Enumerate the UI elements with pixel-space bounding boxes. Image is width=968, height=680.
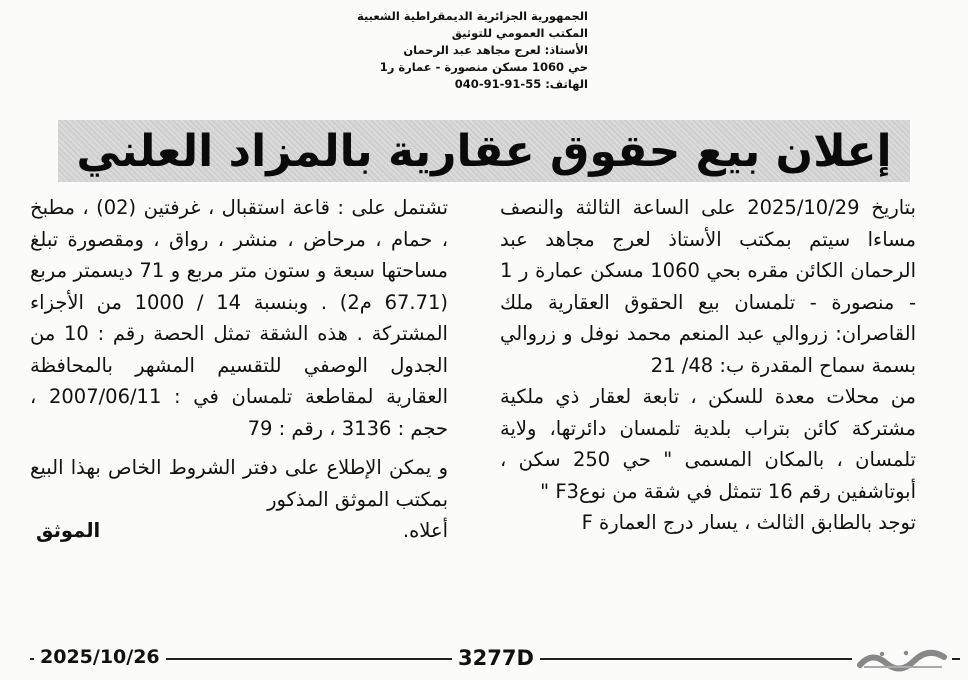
- closing-text: أعلاه.: [402, 519, 448, 542]
- right-text-column: [500, 192, 916, 539]
- right-paragraph-property-location: من محلات معدة للسكن ، تابعة لعقار ذي ملكية مشتركة كائن بتراب بلدية تلمسان دائرتها، ولاية تلمسان ، بالمكان المسمى " حي 250 سكن ، أبوتاشفين رقم 16 تتمثل في شقة من نوعF3 ": [500, 385, 916, 503]
- header-republic-line: الجمهورية الجزائرية الديمقراطية الشعبية: [356, 9, 588, 23]
- newspaper-logo: [852, 645, 952, 673]
- right-paragraph-floor: توجد بالطابق الثالث ، يسار درج العمارة F: [581, 511, 916, 534]
- footer-date: 2025/10/26: [34, 646, 166, 668]
- header-notary-name: الأستاذ: لعرج مجاهد عبد الرحمان: [403, 43, 588, 57]
- announcement-title: إعلان بيع حقوق عقارية بالمزاد العلني: [76, 126, 892, 177]
- header-address: حي 1060 مسكن منصورة - عمارة ر1: [379, 60, 588, 74]
- header-phone: الهاتف: 55-91-91-040: [454, 77, 588, 91]
- right-paragraph-auction-date: بتاريخ 2025/10/29 على الساعة الثالثة والنصف مساءا سيتم بمكتب الأستاذ لعرج مجاهد عبد الرحمان الكائن مقره بحي 1060 مسكن عمارة ر 1 - منصورة - تلمسان بيع الحقوق العقارية ملك القاصران: زروالي عبد المنعم محمد نوفل و زروالي بسمة سماح المقدرة ب: 48/ 21: [500, 196, 916, 377]
- footer-ad-code: 3277D: [452, 646, 540, 670]
- notary-office-header: [330, 8, 588, 93]
- left-paragraph-description: تشتمل على : قاعة استقبال ، غرفتين (02) ، مطبخ ، حمام ، مرحاض ، منشر ، رواق ، ومقصورة تبلغ مساحتها سبعة و ستون متر مربع و 71 ديسمتر مربع (67.71 م2) . وبنسبة 14 / 1000 من الأجزاء المشتركة . هذه الشقة تمثل الحصة رقم : 10 من الجدول الوصفي للتقسيم المشهر بالمحافظة العقارية لمقاطعة تلمسان في : 2007/06/11 ، حجم : 3136 ، رقم : 79: [30, 196, 448, 440]
- left-text-column: [30, 192, 448, 546]
- newspaper-logo-icon: [852, 645, 952, 673]
- closing-line: [30, 515, 448, 546]
- left-paragraph-conditions: و يمكن الإطلاع على دفتر الشروط الخاص بهذا البيع بمكتب الموثق المذكور: [30, 456, 448, 511]
- header-office-line: المكتب العمومي للتوثيق: [451, 26, 588, 40]
- notary-signature: الموثق: [36, 519, 101, 542]
